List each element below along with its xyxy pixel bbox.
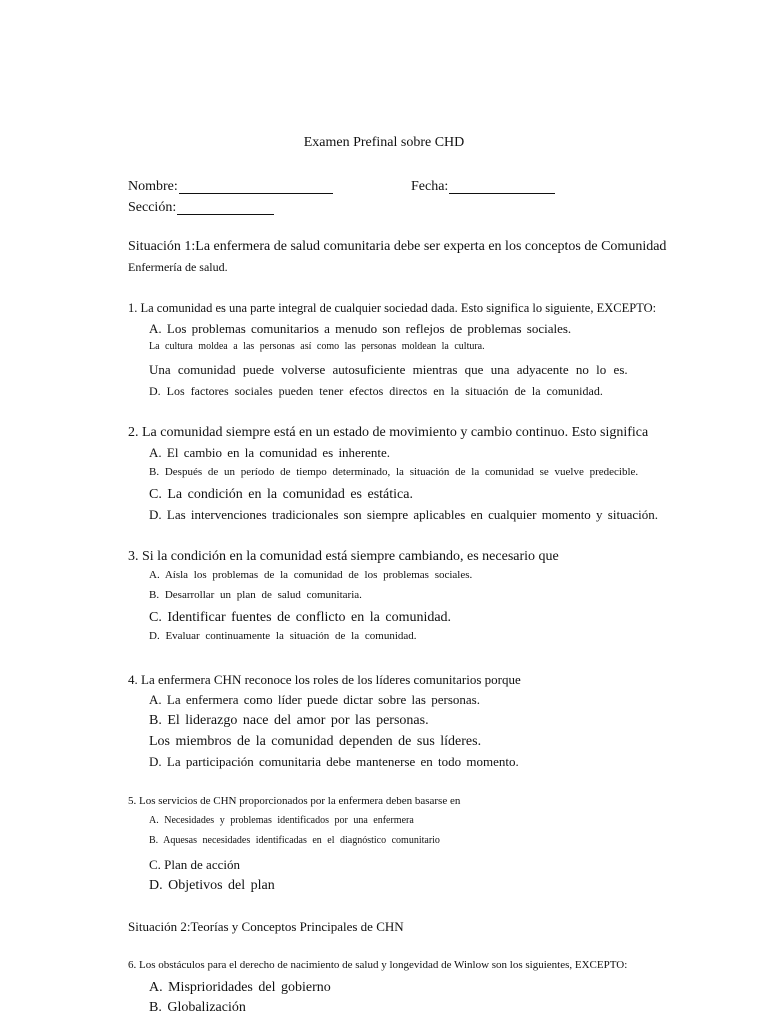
q5-option-d[interactable]: D. Objetivos del plan [149, 878, 275, 893]
q2-option-a[interactable]: A. El cambio en la comunidad es inherente. [149, 445, 391, 460]
question-3: 3. Si la condición en la comunidad está siempre cambiando, es necesario que [128, 549, 559, 564]
q4-option-c[interactable]: Los miembros de la comunidad dependen de sus líderes. [149, 734, 482, 749]
question-5: 5. Los servicios de CHN proporcionados por la enfermera deben basarse en [128, 795, 461, 807]
nombre-label: Nombre: [128, 179, 178, 194]
situacion-1-heading: Situación 1:La enfermera de salud comunitaria debe ser experta en los conceptos de Comunidad [128, 239, 667, 254]
fecha-blank[interactable] [449, 179, 555, 194]
nombre-field [128, 179, 333, 194]
q4-option-b[interactable]: B. El liderazgo nace del amor por las personas. [149, 713, 429, 728]
q4-option-a[interactable]: A. La enfermera como líder puede dictar sobre las personas. [149, 692, 480, 707]
page-title: Examen Prefinal sobre CHD [303, 135, 465, 150]
seccion-field [128, 200, 274, 215]
q1-option-c[interactable]: Una comunidad puede volverse autosuficiente mientras que una adyacente no lo es. [149, 362, 628, 377]
fecha-label: Fecha: [411, 179, 449, 194]
q3-option-c[interactable]: C. Identificar fuentes de conflicto en la comunidad. [149, 610, 452, 625]
seccion-label: Sección: [128, 200, 177, 215]
q5-option-c[interactable]: C. Plan de acción [149, 857, 240, 872]
q2-option-c[interactable]: C. La condición en la comunidad es estática. [149, 487, 413, 502]
situacion-2-heading: Situación 2:Teorías y Conceptos Principales de CHN [128, 919, 404, 934]
q2-option-d[interactable]: D. Las intervenciones tradicionales son siempre aplicables en cualquier momento y situación. [149, 507, 658, 522]
seccion-blank[interactable] [177, 200, 274, 215]
q3-option-d[interactable]: D. Evaluar continuamente la situación de la comunidad. [149, 630, 417, 642]
question-4: 4. La enfermera CHN reconoce los roles de los líderes comunitarios porque [128, 672, 521, 687]
question-6: 6. Los obstáculos para el derecho de nacimiento de salud y longevidad de Winlow son los siguientes, EXCEPTO: [128, 959, 628, 971]
q5-option-a[interactable]: A. Necesidades y problemas identificados por una enfermera [149, 815, 414, 826]
question-1: 1. La comunidad es una parte integral de cualquier sociedad dada. Esto significa lo siguiente, EXCEPTO: [128, 301, 657, 315]
q3-option-b[interactable]: B. Desarrollar un plan de salud comunitaria. [149, 589, 362, 601]
q1-option-d[interactable]: D. Los factores sociales pueden tener efectos directos en la situación de la comunidad. [149, 384, 603, 398]
q1-option-a[interactable]: A. Los problemas comunitarios a menudo son reflejos de problemas sociales. [149, 321, 572, 336]
q6-option-b[interactable]: B. Globalización [149, 1000, 246, 1015]
q2-option-b[interactable]: B. Después de un período de tiempo determinado, la situación de la comunidad se vuelve predecible. [149, 466, 639, 478]
question-2: 2. La comunidad siempre está en un estado de movimiento y cambio continuo. Esto significa [128, 425, 649, 440]
q5-option-b[interactable]: B. Aquesas necesidades identificadas en el diagnóstico comunitario [149, 835, 440, 846]
q1-option-b[interactable]: La cultura moldea a las personas así como las personas moldean la cultura. [149, 341, 485, 352]
q3-option-a[interactable]: A. Aísla los problemas de la comunidad de los problemas sociales. [149, 569, 473, 581]
q4-option-d[interactable]: D. La participación comunitaria debe mantenerse en todo momento. [149, 754, 519, 769]
situacion-1-heading-cont: Enfermería de salud. [128, 260, 228, 274]
q6-option-a[interactable]: A. Misprioridades del gobierno [149, 980, 331, 995]
fecha-field [411, 179, 555, 194]
nombre-blank[interactable] [179, 179, 333, 194]
